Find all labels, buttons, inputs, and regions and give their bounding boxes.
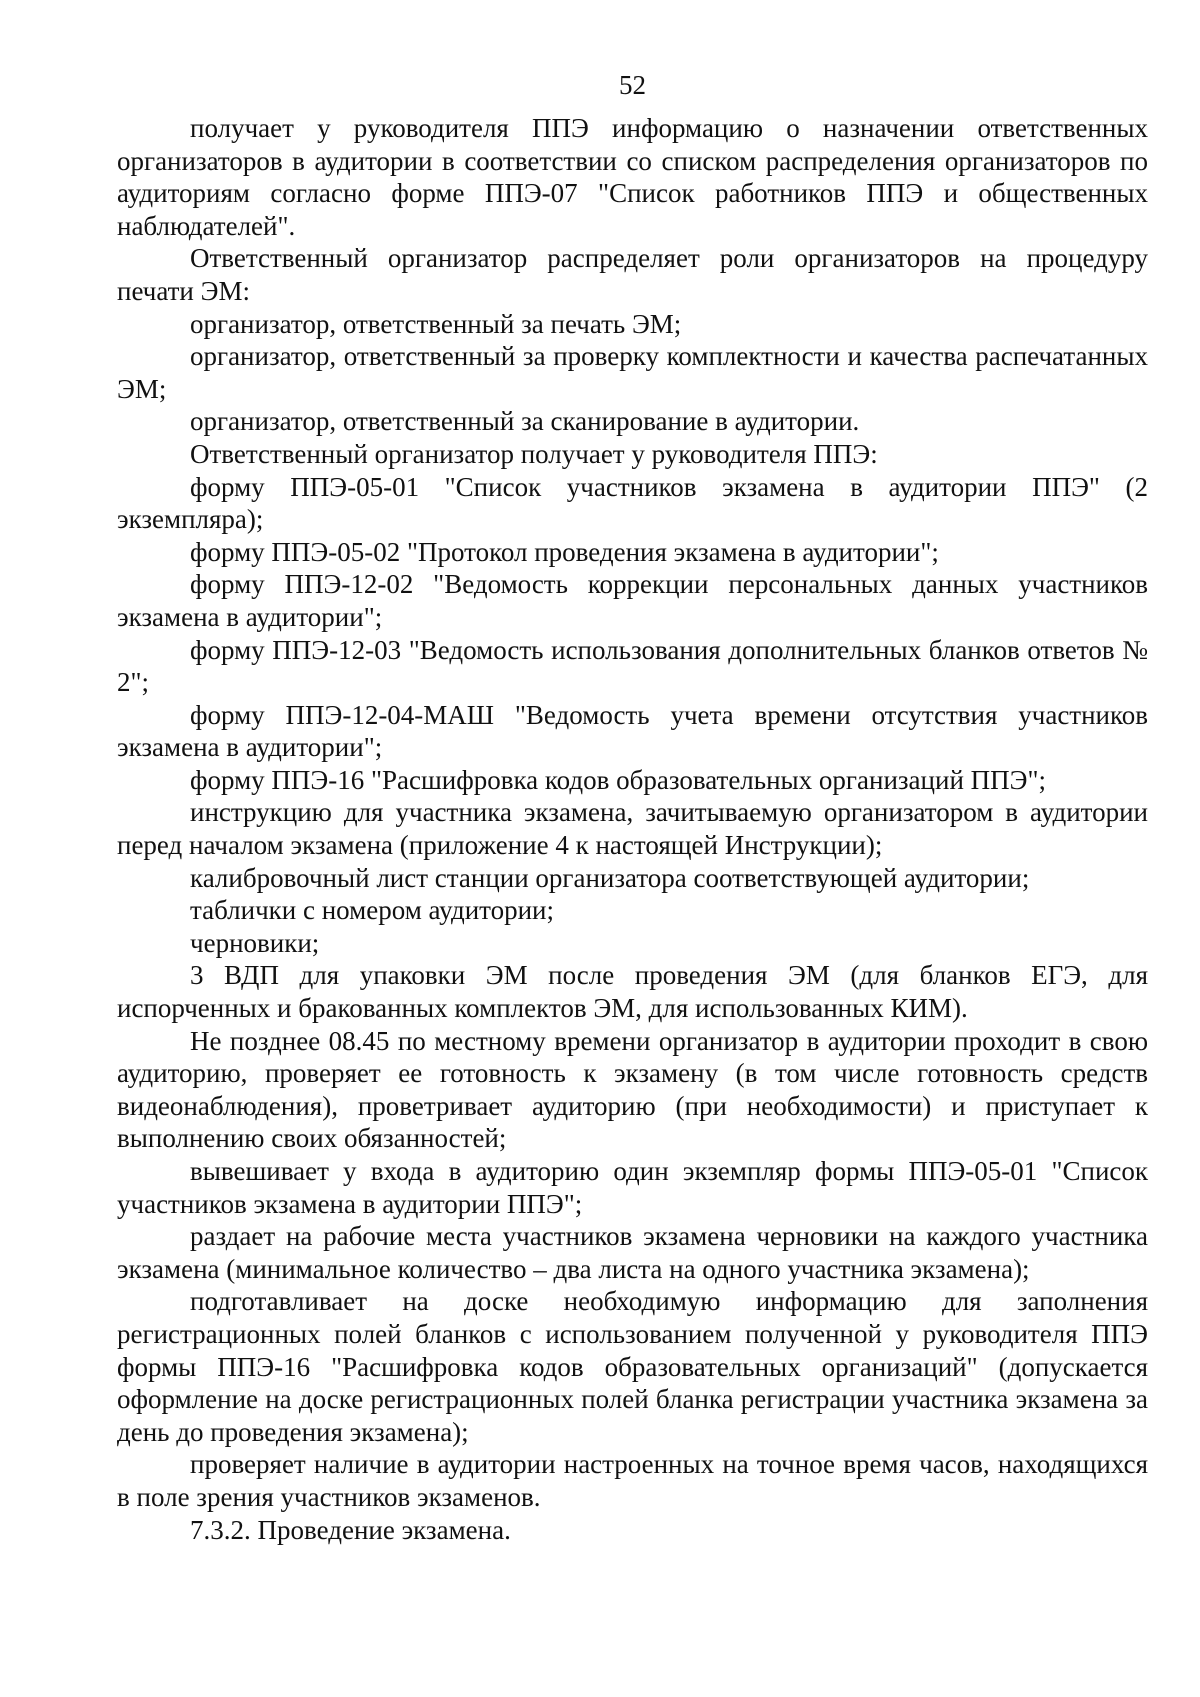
list-item: таблички с номером аудитории; xyxy=(190,895,554,926)
section-heading: 7.3.2. Проведение экзамена. xyxy=(190,1514,511,1545)
list-item: форму ППЭ-12-04-МАШ "Ведомость учета времени отсутствия участников экзамена в аудитории"; xyxy=(117,699,1148,763)
paragraph: Ответственный организатор получает у руководителя ППЭ: xyxy=(190,438,878,469)
list-item: калибровочный лист станции организатора соответствующей аудитории; xyxy=(190,862,1030,893)
paragraph: Не позднее 08.45 по местному времени организатор в аудитории проходит в свою аудиторию, проверяет ее готовность к экзамену (в том числе готовность средств видеонаблюдения), проветривает аудиторию (при необходимости) и приступает к выполнению своих обязанностей; xyxy=(117,1025,1148,1154)
list-item: проверяет наличие в аудитории настроенных на точное время часов, находящихся в поле зрения участников экзаменов. xyxy=(117,1449,1148,1512)
page-number: 52 xyxy=(619,70,646,100)
list-item: инструкцию для участника экзамена, зачитываемую организатором в аудитории перед началом экзамена (приложение 4 к настоящей Инструкции); xyxy=(117,797,1148,861)
list-item: раздает на рабочие места участников экзамена черновики на каждого участника экзамена (минимальное количество – два листа на одного участника экзамена); xyxy=(117,1221,1148,1284)
list-item: вывешивает у входа в аудиторию один экземпляр формы ППЭ-05-01 "Список участников экзамена в аудитории ППЭ"; xyxy=(117,1156,1148,1219)
list-item: организатор, ответственный за сканирование в аудитории. xyxy=(190,406,860,437)
list-item: форму ППЭ-12-03 "Ведомость использования дополнительных бланков ответов № 2"; xyxy=(117,634,1148,698)
paragraph: получает у руководителя ППЭ информацию о назначении ответственных организаторов в аудитории в соответствии со списком распределения организаторов по аудиториям согласно форме ППЭ-07 "Список работников ППЭ и общественных наблюдателей". xyxy=(117,113,1148,241)
list-item: форму ППЭ-12-02 "Ведомость коррекции персональных данных участников экзамена в аудитории"; xyxy=(117,569,1148,632)
list-item: форму ППЭ-16 "Расшифровка кодов образовательных организаций ППЭ"; xyxy=(190,764,1046,795)
list-item: форму ППЭ-05-02 "Протокол проведения экзамена в аудитории"; xyxy=(190,536,939,567)
list-item: черновики; xyxy=(190,927,320,958)
list-item: 3 ВДП для упаковки ЭМ после проведения ЭМ (для бланков ЕГЭ, для испорченных и бракованных комплектов ЭМ, для использованных КИМ). xyxy=(117,960,1148,1024)
list-item: организатор, ответственный за печать ЭМ; xyxy=(190,308,682,339)
list-item: подготавливает на доске необходимую информацию для заполнения регистрационных полей бланков с использованием полученной у руководителя ППЭ формы ППЭ-16 "Расшифровка кодов образовательных организаций" (допускается оформление на доске регистрационных полей бланка регистрации участника экзамена за день до проведения экзамена); xyxy=(117,1286,1148,1447)
paragraph: Ответственный организатор распределяет роли организаторов на процедуру печати ЭМ: xyxy=(117,243,1148,306)
list-item: форму ППЭ-05-01 "Список участников экзамена в аудитории ППЭ" (2 экземпляра); xyxy=(117,471,1148,535)
list-item: организатор, ответственный за проверку комплектности и качества распечатанных ЭМ; xyxy=(117,341,1148,404)
document-page xyxy=(117,60,1148,1546)
